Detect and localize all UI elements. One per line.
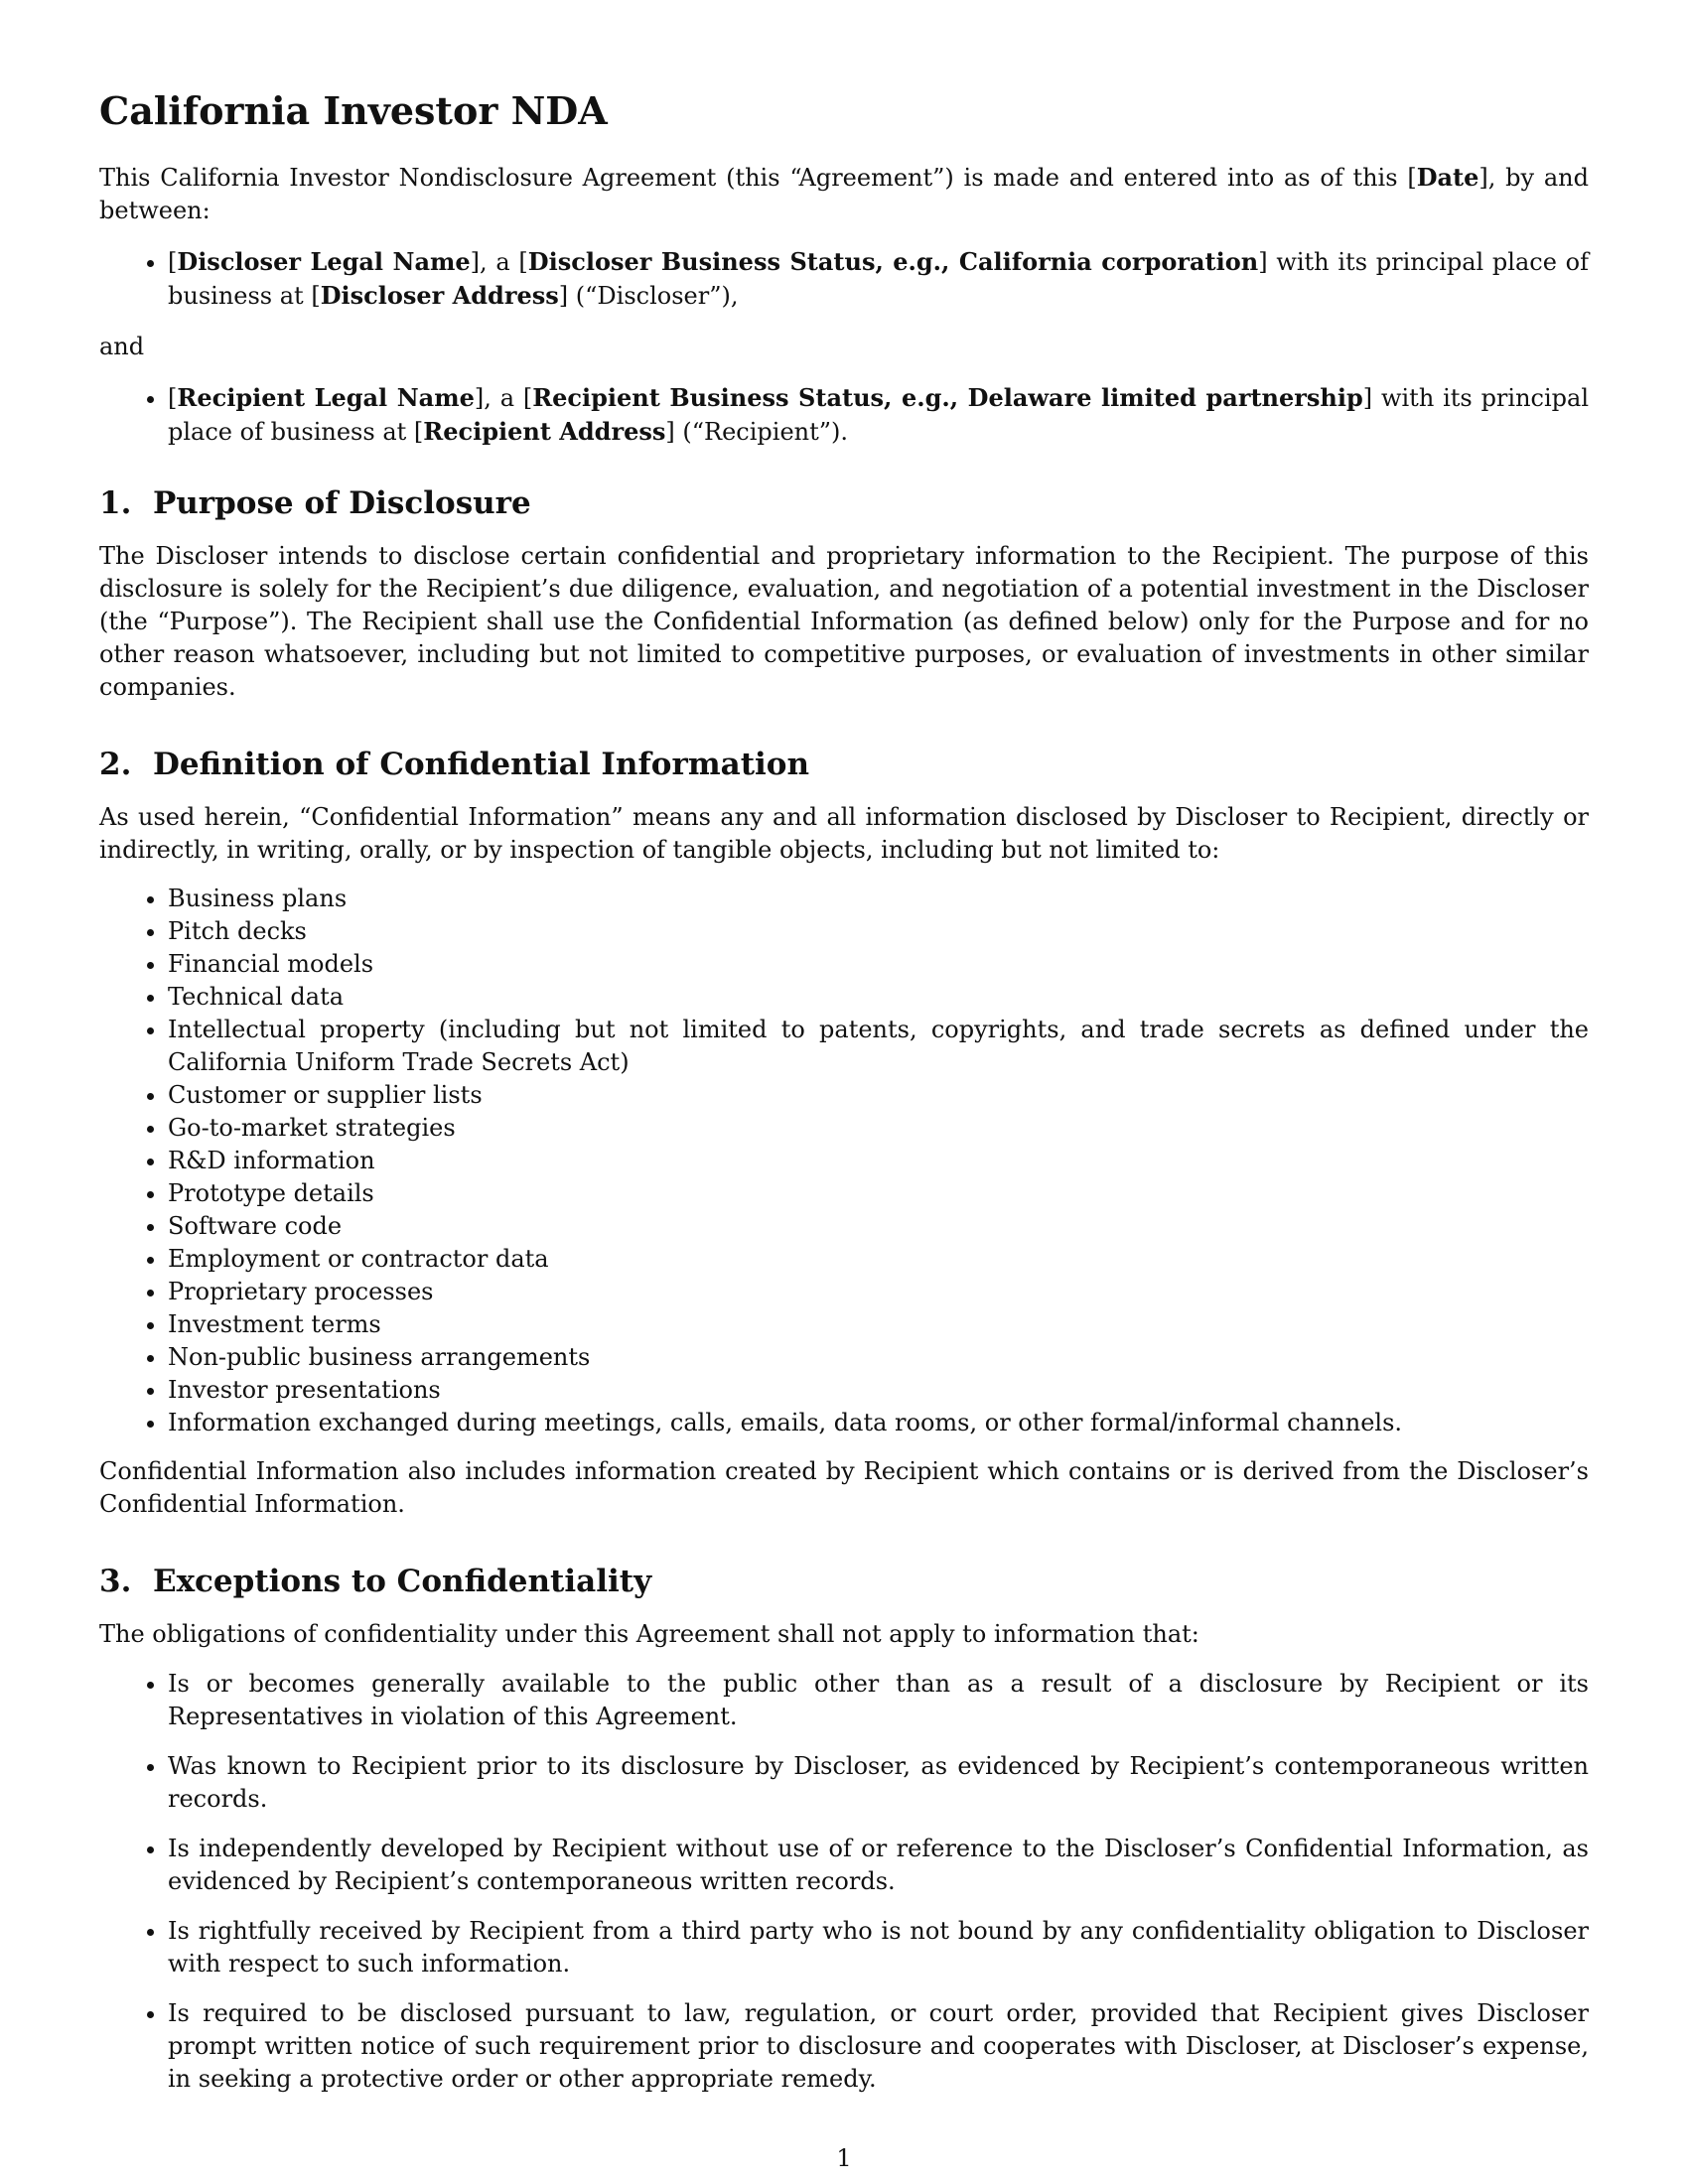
list-item: • Is independently developed by Recipient without use of or reference to the Discloser’s Confidential Information, as evidenced by Recipient’s contemporaneous written records. <box>168 1833 1589 1898</box>
intro-paragraph <box>99 161 1589 227</box>
discloser-item: • [Discloser Legal Name], a [Discloser Business Status, e.g., California corporation] with its principal place of business at [Discloser Address] (“Discloser”), <box>168 245 1589 313</box>
list-item: • Software code <box>168 1210 1589 1243</box>
list-item: • Customer or supplier lists <box>168 1079 1589 1112</box>
list-item: • Information exchanged during meetings, calls, emails, data rooms, or other formal/informal channels. <box>168 1407 1589 1439</box>
discloser-list <box>99 245 1589 313</box>
list-item: • Is or becomes generally available to the public other than as a result of a disclosure by Recipient or its Representatives in violation of this Agreement. <box>168 1668 1589 1733</box>
section-3-heading: 3. Exceptions to Confidentiality <box>99 1564 652 1599</box>
recipient-item: • [Recipient Legal Name], a [Recipient Business Status, e.g., Delaware limited partnership] with its principal place of business at [Recipient Address] (“Recipient”). <box>168 381 1589 449</box>
document-page <box>99 85 1589 2113</box>
recipient-list <box>99 381 1589 449</box>
list-item: • Go-to-market strategies <box>168 1112 1589 1145</box>
discloser-address-placeholder: Discloser Address <box>320 281 559 310</box>
list-item: • Investment terms <box>168 1308 1589 1341</box>
section-2-heading: 2. Definition of Confidential Information <box>99 747 810 782</box>
intro-text-2: ], by and between: <box>99 164 1589 224</box>
section-2-after: Confidential Information also includes information created by Recipient which contains or is derived from the Discloser’s Confidential Information. <box>99 1457 1589 1518</box>
list-item: • Employment or contractor data <box>168 1243 1589 1276</box>
intro-text-1: This California Investor Nondisclosure Agreement (this “Agreement”) is made and entered into as of this [ <box>99 164 1417 192</box>
list-item: • Was known to Recipient prior to its disclosure by Discloser, as evidenced by Recipient’s contemporaneous written records. <box>168 1750 1589 1816</box>
list-item: • Business plans <box>168 883 1589 915</box>
list-item: • Prototype details <box>168 1177 1589 1210</box>
date-placeholder: Date <box>1416 163 1479 192</box>
section-1-heading: 1. Purpose of Disclosure <box>99 485 531 521</box>
list-item: • Pitch decks <box>168 915 1589 948</box>
exceptions-list <box>99 1668 1589 2096</box>
list-item: • Financial models <box>168 948 1589 981</box>
list-item: • R&D information <box>168 1145 1589 1177</box>
discloser-name-placeholder: Discloser Legal Name <box>177 247 471 276</box>
list-item: • Proprietary processes <box>168 1276 1589 1308</box>
document-title: California Investor NDA <box>99 88 608 133</box>
section-2-body: As used herein, “Confidential Information” means any and all information disclosed by Discloser to Recipient, directly or indirectly, in writing, orally, or by inspection of tangible objects, including but not limited to: <box>99 803 1589 864</box>
list-item: • Is rightfully received by Recipient from a third party who is not bound by any confidentiality obligation to Discloser with respect to such information. <box>168 1915 1589 1980</box>
recipient-name-placeholder: Recipient Legal Name <box>177 383 475 412</box>
and-text: and <box>99 333 145 360</box>
page-number: 1 <box>836 2144 852 2172</box>
list-item: • Technical data <box>168 981 1589 1014</box>
section-3-body: The obligations of confidentiality under this Agreement shall not apply to information that: <box>99 1620 1199 1648</box>
recipient-status-placeholder: Recipient Business Status, e.g., Delaware limited partnership <box>532 383 1363 412</box>
list-item: • Intellectual property (including but not limited to patents, copyrights, and trade secrets as defined under the California Uniform Trade Secrets Act) <box>168 1014 1589 1079</box>
list-item: • Is required to be disclosed pursuant to law, regulation, or court order, provided that Recipient gives Discloser prompt written notice of such requirement prior to disclosure and cooperates with Discloser, at Discloser’s expense, in seeking a protective order or other appropriate remedy. <box>168 1997 1589 2096</box>
section-1-body: The Discloser intends to disclose certain confidential and proprietary information to the Recipient. The purpose of this disclosure is solely for the Recipient’s due diligence, evaluation, and negotiation of a potential investment in the Discloser (the “Purpose”). The Recipient shall use the Confidential Information (as defined below) only for the Purpose and for no other reason whatsoever, including but not limited to competitive purposes, or evaluation of investments in other similar companies. <box>99 542 1589 701</box>
discloser-status-placeholder: Discloser Business Status, e.g., California corporation <box>527 247 1259 276</box>
recipient-address-placeholder: Recipient Address <box>423 417 666 446</box>
list-item: • Investor presentations <box>168 1374 1589 1407</box>
list-item: • Non-public business arrangements <box>168 1341 1589 1374</box>
confidential-info-list <box>99 883 1589 1439</box>
